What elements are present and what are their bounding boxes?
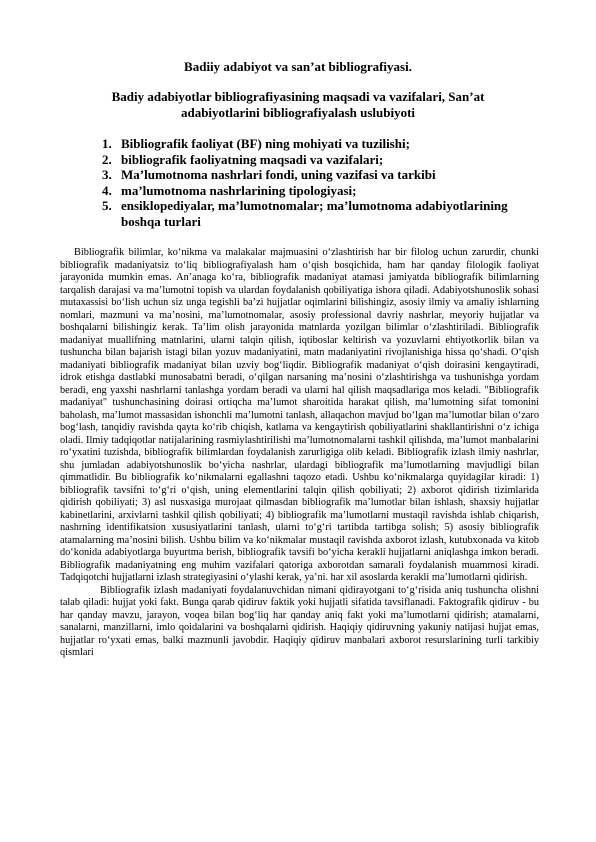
outline-number: 2. [102,151,112,167]
body-paragraph: Bibliografik bilimlar, ko‘nikma va malakalar majmuasini o‘zlashtirish har bir filolog uchun zarurdir, chunki bibliografik madaniyatsiz to‘liq bibliografiyalash ham o‘qish bosqichida, ham har qanday filologik faoliyat jarayonida mumkin emas. An’anaga ko‘ra, bibliografik madaniyat atamasi jamiyatda bibliografik bilimlarning tarqalish darajasi va ma’lumotni topish va ulardan foydalanish qobiliyatiga ishora qiladi. Adabiyotshunoslik sohasi mutaxassisi bo‘lish uchun siz unga tegishli ba’zi hujjatlar oqimlarini bilishingiz, asosiy ilmiy va amaliy ishlarning nomlari, mazmuni va ma’nosini, ma’lumotnomalar, asosiy professional davriy nashrlar, meyoriy hujjatlar va boshqalarni bilishingiz kerak. Ta’lim olish jarayonida matnlarda yozilgan bilimlar o‘zlashtiriladi. Bibliografik madaniyat muallifning matnlarini, ularni talqin qilish, iqtiboslar keltirish va yozuvlarni ehtiyotkorlik bilan va tushuncha bilan bajarish istagi bilan yozuv madaniyatini, matn madaniyatini rivojlanishiga hissa qo‘shadi. O‘qish madaniyati bibliografik madaniyat bilan uzviy bog‘liqdir. Bibliografik madaniyat o‘qish doirasini kengaytiradi, idrok etishga dastlabki munosabatni beradi, o‘qilgan narsaning ma’nosini o‘zlashtirishga va tushunishga yordam beradi, eng yaxshi nashrlarni tanlashga yordam beradi va ularni hal qilish maqsadlariga mos keladi. "Bibliografik madaniyat" tushunchasining doirasi ortiqcha ma’lumot sharoitida harakat qilish, ma’lumotning sifat tomonini baholash, ma’lumot massasidan ishonchli ma’lumotni tanlash, allaqachon mavjud bo‘lgan ma’lumotlar bilan o‘zaro bog‘lash, tanqidiy ravishda qayta ko‘rib chiqish, katlama va kengaytirish qobiliyatlarini shakllantirishni o‘z ichiga oladi. Ilmiy tadqiqotlar natijalarining rasmiylashtirilishi ma’lumotnomalarni tashkil qilishda, ma’lumot manbalarini ro‘yxatini tuzishda, bibliografik bilimlardan foydalanish zarurligiga olib keladi. Bibliografik izlash ilmiy nashrlar, shu jumladan adabiyotshunoslik bo‘yicha nashrlar, ulardagi bibliografik ma’lumotlarning mavjudligi bilan qimmatlidir. Bu bibliografik ko‘nikmalarni egallashni taqozo etadi. Ushbu ko‘nikmalarga quyidagilar kiradi: 1) bibliografik tavsifni to‘g‘ri o‘qish, uning elementlarini talqin qilish qobiliyati; 2) axborot qidirish tizimlarida qidirish qobiliyati; 3) asl nusxasiga murojaat qilmasdan bibliografik ma’lumotlar bilan ishlash, shaxsiy hujjatlar kabinetlarini, arxivlarni tashkil qilish qobiliyati; 4) bibliografik ma’lumotlarni mustaqil ravishda ishlab chiqarish, nashrning identifikatsion xususiyatlarini tanlash, ularni to‘g‘ri tartibda tartibga solish; 5) asosiy bibliografik atamalarning ma’nosini bilish. Ushbu bilim va ko‘nikmalar mustaqil ravishda axborot izlash, kutubxonada va kitob do‘konida adabiyotlarga buyurtma berish, bibliografik tavsifi bo‘yicha kerakli hujjatlarni aniqlashga imkon beradi. Bibliografik madaniyatning eng muhim vazifalari qatoriga axborotdan samarali foydalanish muammosi kiradi. Tadqiqotchi hujjatlarni izlash strategiyasini o‘ylashi kerak, ya’ni. har xil asoslarda kerakli ma’lumotlarni qidirish. [60,247,539,583]
outline-text: Ma’lumotnoma nashrlari fondi, uning vazifasi va tarkibi [121,167,436,183]
outline-number: 4. [102,182,112,198]
body-text [60,247,539,660]
outline-number: 5. [102,198,112,214]
document-subtitle: Badiy adabiyotlar bibliografiyasining maqsadi va vazifalari, San’at adabiyotlarini bibliografiyalash uslubiyoti [111,89,485,120]
outline-item [88,167,538,183]
outline-item [88,136,538,152]
outline-item [88,198,538,229]
outline-item [88,152,538,168]
outline-number: 1. [102,136,112,151]
outline-number: 3. [102,167,112,183]
outline-text: ensiklopediyalar, ma’lumotnomalar; ma’lumotnoma adabiyotlarining boshqa turlari [121,198,508,229]
body-paragraph: Bibliografik izlash madaniyati foydalanuvchidan nimani qidirayotgani to‘g‘risida aniq tushuncha olishni talab qiladi: hujjat yoki fakt. Bunga qarab qidiruv faktik yoki hujjatli sifatida tavsiflanadi. Faktografik qidiruv - bu har qanday mavzu, jarayon, voqea bilan bog‘liq har qanday aniq fakt yoki ma’lumotlarni qidirish; atamalarni, sanalarni, manzillarni, imlo qoidalarini va boshqalarni qidirish. Haqiqiy qidiruvning yakuniy natijasi hujjat emas, hujjatlar ro‘yxati emas, balki mazmunli javobdir. Haqiqiy qidiruv manbalari axborot resurslarining turli tarkibiy qismlari [60,584,539,658]
outline-text: ma’lumotnoma nashrlarining tipologiyasi; [121,182,357,198]
topic-outline [88,136,538,230]
outline-item [88,183,538,199]
document-title: Badiiy adabiyot va san’at bibliografiyasi. [184,59,412,74]
outline-text: bibliografik faoliyatning maqsadi va vazifalari; [121,151,384,167]
outline-text: Bibliografik faoliyat (BF) ning mohiyati va tuzilishi; [121,136,410,151]
